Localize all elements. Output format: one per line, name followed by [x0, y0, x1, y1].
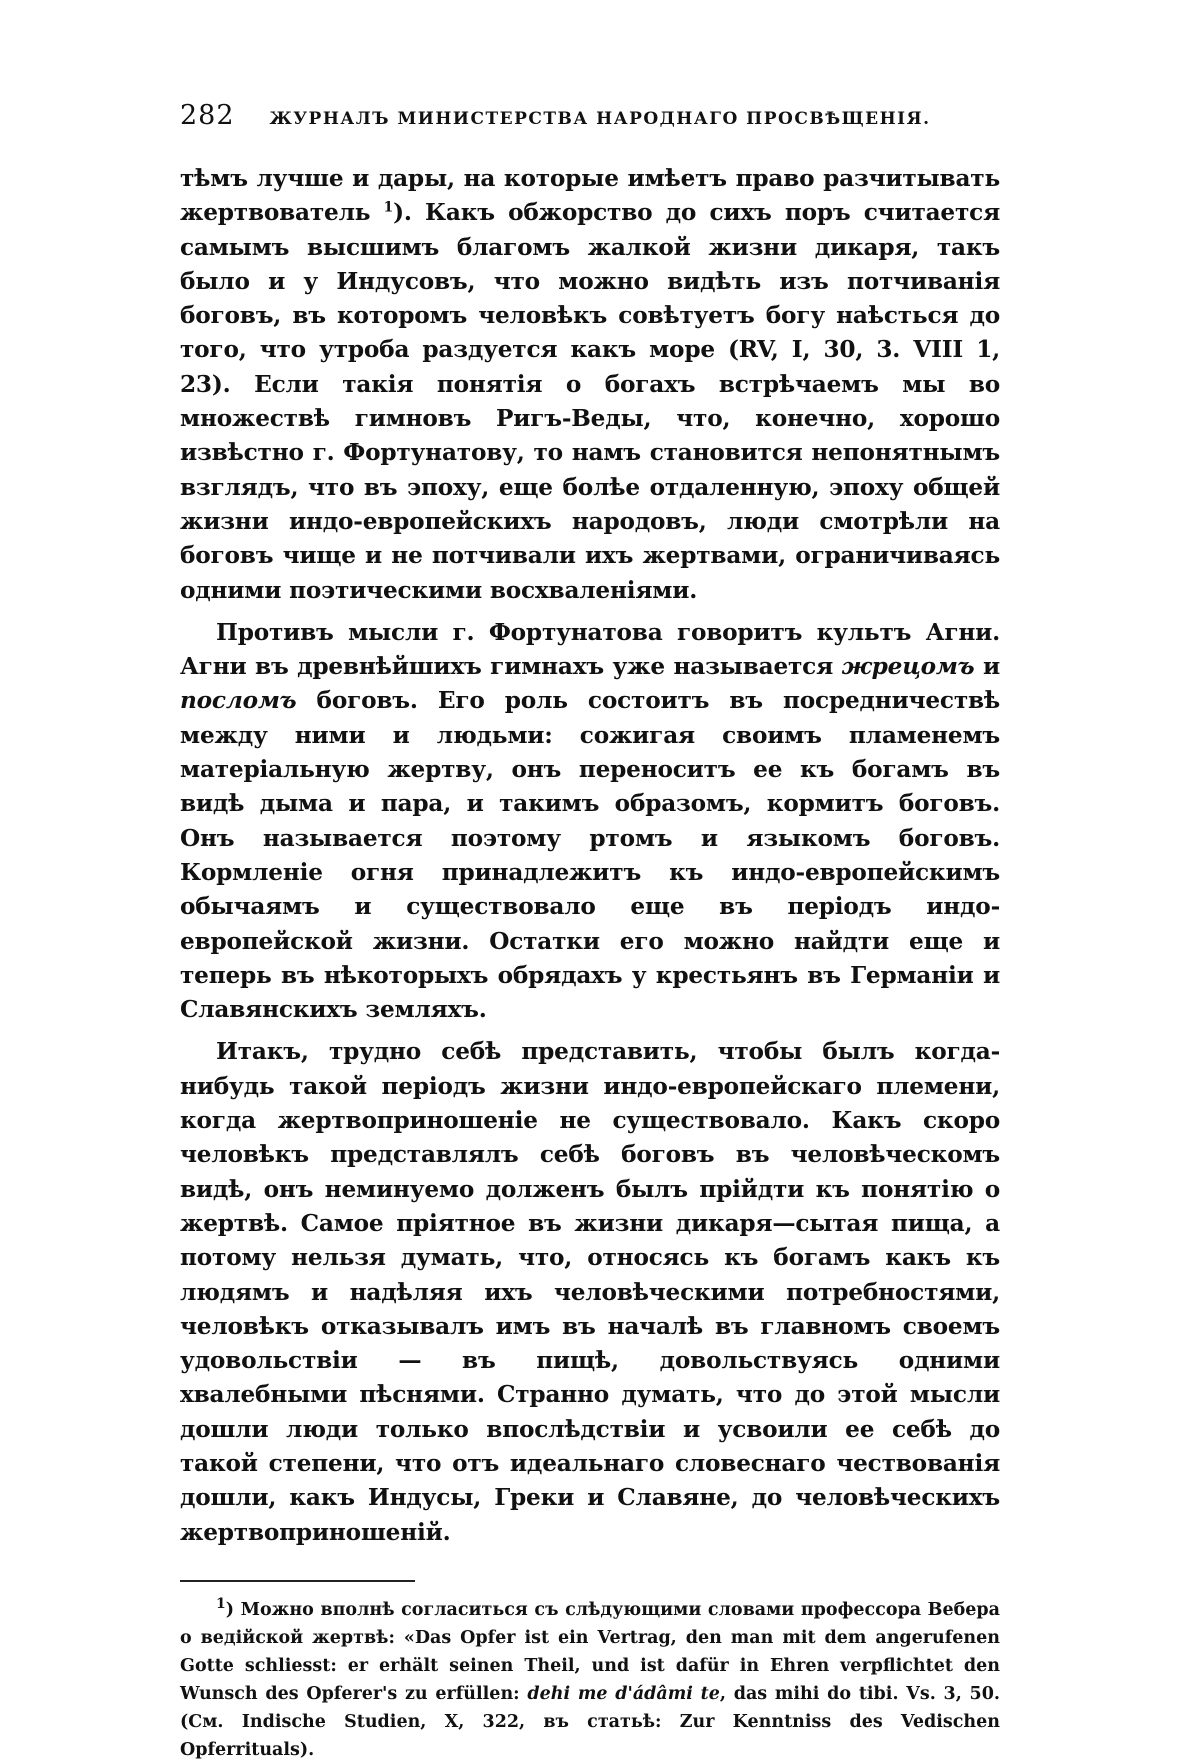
footnote-divider — [180, 1580, 415, 1582]
paragraph-1 — [180, 162, 1000, 608]
paragraph-2-text-b: и — [974, 653, 1000, 681]
footnote-text-b: , das mihi do tibi. Vs. 3, 50. (См. Indische Studien, X, 322, въ статьѣ: Zur Kenntniss des Vedischen Opferrituals). — [180, 1683, 1000, 1760]
paragraph-1-text-b: ). Какъ обжорство до сихъ поръ считается самымъ высшимъ благомъ жалкой жизни дикаря, такъ было и у Индусовъ, что можно видѣть изъ потчиванія боговъ, въ которомъ человѣкъ совѣтуетъ богу наѣсться до того, что утроба раздуется какъ море (RV, I, 30, 3. VIII 1, 23). Если такія понятія о богахъ встрѣчаемъ мы во множествѣ гимновъ Ригъ-Веды, что, конечно, хорошо извѣстно г. Фортунатову, то намъ становится непонятнымъ взглядъ, что въ эпоху, еще болѣе отдаленную, эпоху общей жизни индо-европейскихъ народовъ, люди смотрѣли на боговъ чище и не потчивали ихъ жертвами, ограничиваясь одними поэтическими восхваленіями. — [180, 199, 1001, 604]
paragraph-2-text-c: боговъ. Его роль состоитъ въ посредничествѣ между ними и людьми: сожигая своимъ пламенемъ матеріальную жертву, онъ переноситъ ее къ богамъ въ видѣ дыма и пара, и такимъ образомъ, кормитъ боговъ. Онъ называется поэтому ртомъ и языкомъ боговъ. Кормленіе огня принадлежитъ къ индо-европейскимъ обычаямъ и существовало еще въ періодъ индо-европейской жизни. Остатки его можно найдти еще и теперь въ нѣкоторыхъ обрядахъ у крестьянъ въ Германіи и Славянскихъ земляхъ. — [180, 687, 1000, 1024]
book-page — [180, 100, 1000, 1764]
paragraph-2 — [180, 616, 1000, 1028]
paragraph-1-text-a: тѣмъ лучше и дары, на которые имѣетъ право разчитывать жертвователь — [180, 165, 1000, 227]
page-header — [180, 100, 1000, 144]
footnote-text-a: ) Можно вполнѣ согласиться съ слѣдующими словами профессора Вебера о ведійской жертвѣ: «Das Opfer ist ein Vertrag, den man mit dem angerufenen Gotte schliesst: er erhält seinen Theil, und ist dafür in Ehren verpflichtet den Wunsch des Opferer's zu erfüllen: — [180, 1599, 1000, 1704]
page-number: 282 — [180, 100, 235, 131]
running-title: ЖУРНАЛЪ МИНИСТЕРСТВА НАРОДНАГО ПРОСВѢЩЕНІЯ. — [269, 109, 931, 129]
footnote — [180, 1596, 1000, 1764]
paragraph-2-text-a: Противъ мысли г. Фортунатова говоритъ культъ Агни. Агни въ древнѣйшихъ гимнахъ уже называется — [180, 618, 1000, 681]
paragraph-2-emphasis-envoy: посломъ — [180, 687, 297, 715]
footnote-text — [180, 1596, 1000, 1764]
body-text — [180, 162, 1000, 1550]
footnote-emphasis: dehi me d'ádâmi te — [527, 1683, 720, 1704]
paragraph-3: Итакъ, трудно себѣ представить, чтобы былъ когда-нибудь такой періодъ жизни индо-европейскаго племени, когда жертвоприношеніе не существовало. Какъ скоро человѣкъ представлялъ себѣ боговъ въ человѣческомъ видѣ, онъ неминуемо долженъ былъ прійдти къ понятію о жертвѣ. Самое пріятное въ жизни дикаря—сытая пища, а потому нельзя думать, что, относясь къ богамъ какъ къ людямъ и надѣляя ихъ человѣческими потребностями, человѣкъ отказывалъ имъ въ началѣ въ главномъ своемъ удовольствіи — въ пищѣ, довольствуясь одними хвалебными пѣснями. Странно думать, что до этой мысли дошли люди только впослѣдствіи и усвоили ее себѣ до такой степени, что отъ идеальнаго словеснаго чествованія дошли, какъ Индусы, Греки и Славяне, до человѣческихъ жертвоприношеній. — [180, 1038, 1000, 1546]
footnote-marker: 1 — [216, 1596, 226, 1613]
footnote-reference: 1 — [383, 199, 394, 216]
paragraph-2-emphasis-priest: жрецомъ — [841, 653, 975, 681]
